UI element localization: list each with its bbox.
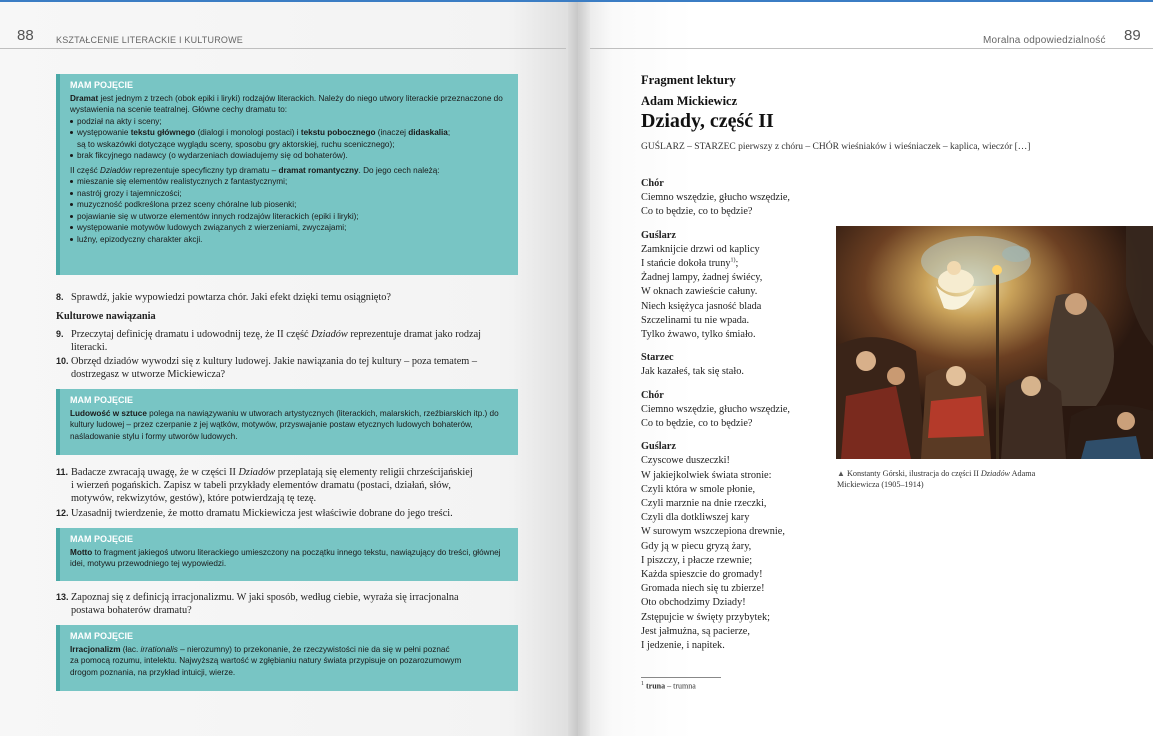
- work-title: Dziady, część II: [641, 110, 774, 132]
- section-heading-kulturowe: Kulturowe nawiązania: [56, 311, 156, 322]
- list-item: występowanie motywów ludowych związanych z wierzeniami, zwyczajami;: [70, 222, 508, 234]
- book-gutter-shadow: [568, 2, 590, 736]
- box-title: MAM POJĘCIE: [70, 395, 134, 405]
- definition-box-dramat: [56, 74, 518, 275]
- left-header-rule: [0, 48, 566, 49]
- box-paragraph: Dramat jest jednym z trzech (obok epiki i liryki) rodzajów literackich. Należy do niego utwory literackie przeznaczone do wystawienia na scenie teatralnej. Główne cechy dramatu to:: [70, 93, 503, 114]
- footnote-rule: [641, 677, 721, 678]
- box-title: MAM POJĘCIE: [70, 631, 134, 641]
- list-item: występowanie tekstu głównego (dialogi i monologi postaci) i tekstu pobocznego (inaczej didaskalia; są to wskazówki dotyczące wyglądu sceny, sposobu gry aktorskiej, ruchu scenicznego);: [70, 127, 508, 150]
- box-paragraph: II część Dziadów reprezentuje specyficzny typ dramatu – dramat romantyczny. Do jego cech należą:: [70, 165, 440, 175]
- speaker: Starzec: [641, 352, 674, 364]
- list-item: podział na akty i sceny;: [70, 116, 508, 128]
- list-item: brak fikcyjnego nadawcy (o wydarzeniach dowiadujemy się od bohaterów).: [70, 150, 508, 162]
- box-title: MAM POJĘCIE: [70, 534, 134, 544]
- list-item: muzyczność podkreślona przez sceny chóralne lub piosenki;: [70, 199, 508, 211]
- triangle-icon: ▲: [837, 469, 845, 478]
- stanza-guslarz-1: Guślarz Zamknijcie drzwi od kaplicy I stańcie dokoła truny$^{1)}$; Żadnej lampy, żadnej świécy, W oknach zawieście całuny. Niech księżyca jasność blada Szczelinami tu nie wpada. Tylko żwawo, tylko śmiało.: [641, 229, 821, 343]
- speaker: Guślarz: [641, 441, 676, 453]
- task-9: 9. Przeczytaj definicję dramatu i udowodnij tezę, że II część Dziadów reprezentuje dramat jako rodzaj literacki.: [56, 329, 481, 353]
- stanza-chor-1: Chór Ciemno wszędzie, głucho wszędzie, Co to będzie, co to będzie?: [641, 177, 821, 220]
- right-header-rule: [590, 48, 1153, 49]
- task-11: 11. Badacze zwracają uwagę, że w części II Dziadów przeplatają się elementy religii chrześcijańskiej i wierzeń pogańskich. Zapisz w tabeli przykłady elementów dramatu (postaci, działań, słów, motywów, rekwizytów, gestów), które potwierdzają tę tezę.: [56, 467, 473, 504]
- definition-box-ludowosc: [56, 389, 518, 455]
- definition-box-motto: [56, 528, 518, 581]
- footnote: $^1$ truna – trumna: [641, 681, 696, 691]
- list-item: mieszanie się elementów realistycznych z fantastycznymi;: [70, 176, 508, 188]
- left-page-number: 88: [17, 27, 34, 44]
- poem-text: [641, 177, 821, 662]
- painting-illustration: [836, 226, 1153, 459]
- box-title: MAM POJĘCIE: [70, 80, 134, 90]
- stanza-starzec: Starzec Jak kazałeś, tak się stało.: [641, 351, 821, 379]
- stanza-chor-2: Chór Ciemno wszędzie, głucho wszędzie, Co to będzie, co to będzie?: [641, 389, 821, 432]
- task-13: 13. Zapoznaj się z definicją irracjonalizmu. W jaki sposób, według ciebie, wyraża się irracjonalna postawa bohaterów dramatu?: [56, 592, 459, 616]
- right-page-number: 89: [1124, 27, 1141, 44]
- painting-caption: ▲ Konstanty Górski, ilustracja do części II Dziadów Adama Mickiewicza (1905–1914): [837, 469, 1036, 489]
- task-8: 8. Sprawdź, jakie wypowiedzi powtarza chór. Jaki efekt dzięki temu osiągnięto?: [56, 292, 391, 303]
- cast-line: GUŚLARZ – STARZEC pierwszy z chóru – CHÓR wieśniaków i wieśniaczek – kaplica, wieczór […]: [641, 142, 1031, 152]
- list-item: nastrój grozy i tajemniczości;: [70, 188, 508, 200]
- stanza-guslarz-2: Guślarz Czyscowe duszeczki! W jakiejkolwiek świata stronie: Czyli która w smole płonie, Czyli marznie na dnie rzeczki, Czyli dla dotkliwszej kary W surowym wszczepiona drewnie, Gdy ją w piecu gryzą żary, I piszczy, i płacze rzewnie; Każda spieszcie do gromady! Gromada niech się tu zbierze! Oto obchodzimy Dziady! Zstępujcie w święty przybytek; Jest jałmużna, są pacierze, I jedzenie, i napitek.: [641, 440, 821, 653]
- box-list: [70, 176, 508, 245]
- speaker: Chór: [641, 389, 664, 401]
- box-paragraph: Irracjonalizm (łac. irrationalis – nierozumny) to przekonanie, że rzeczywistości nie da się w pełni poznać za pomocą rozumu, intelektu. Najwyższą wartość w zgłębianiu natury świata przypisuje on pozarozumowym drogom poznania, na przykład intuicji, wierze.: [70, 644, 462, 677]
- box-paragraph: Motto to fragment jakiegoś utworu literackiego umieszczony na początku innego tekstu, nawiązujący do treści, głównej idei, motywu przewodniego tej wypowiedzi.: [70, 547, 501, 568]
- task-10: 10. Obrzęd dziadów wywodzi się z kultury ludowej. Jakie nawiązania do tej kultury – poza tematem – dostrzegasz w utworze Mickiewicza?: [56, 356, 478, 380]
- box-paragraph: Ludowość w sztuce polega na nawiązywaniu w utworach artystycznych (literackich, malarskich, rzeźbiarskich itp.) do kultury ludowej – przez czerpanie z jej wątków, motywów, przyswajanie postaw etycznych ludowych bohaterów, naśladowanie stylu i formy utworów ludowych.: [70, 408, 499, 441]
- list-item: pojawianie się w utworze elementów innych rodzajów literackich (epiki i liryki);: [70, 211, 508, 223]
- right-running-head: Moralna odpowiedzialność: [983, 35, 1106, 46]
- footnote-ref[interactable]: 1): [730, 257, 736, 264]
- left-running-head: KSZTAŁCENIE LITERACKIE I KULTUROWE: [56, 35, 243, 45]
- speaker: Chór: [641, 178, 664, 189]
- box-list: [70, 116, 508, 162]
- definition-box-irracjonalizm: [56, 625, 518, 691]
- task-12: 12. Uzasadnij twierdzenie, że motto dramatu Mickiewicza jest właściwie dobrane do jego treści.: [56, 508, 453, 519]
- fragment-label: Fragment lektury: [641, 73, 736, 87]
- left-page: [0, 2, 578, 736]
- author: Adam Mickiewicz: [641, 94, 738, 108]
- speaker: Guślarz: [641, 229, 676, 241]
- list-item: luźny, epizodyczny charakter akcji.: [70, 234, 508, 246]
